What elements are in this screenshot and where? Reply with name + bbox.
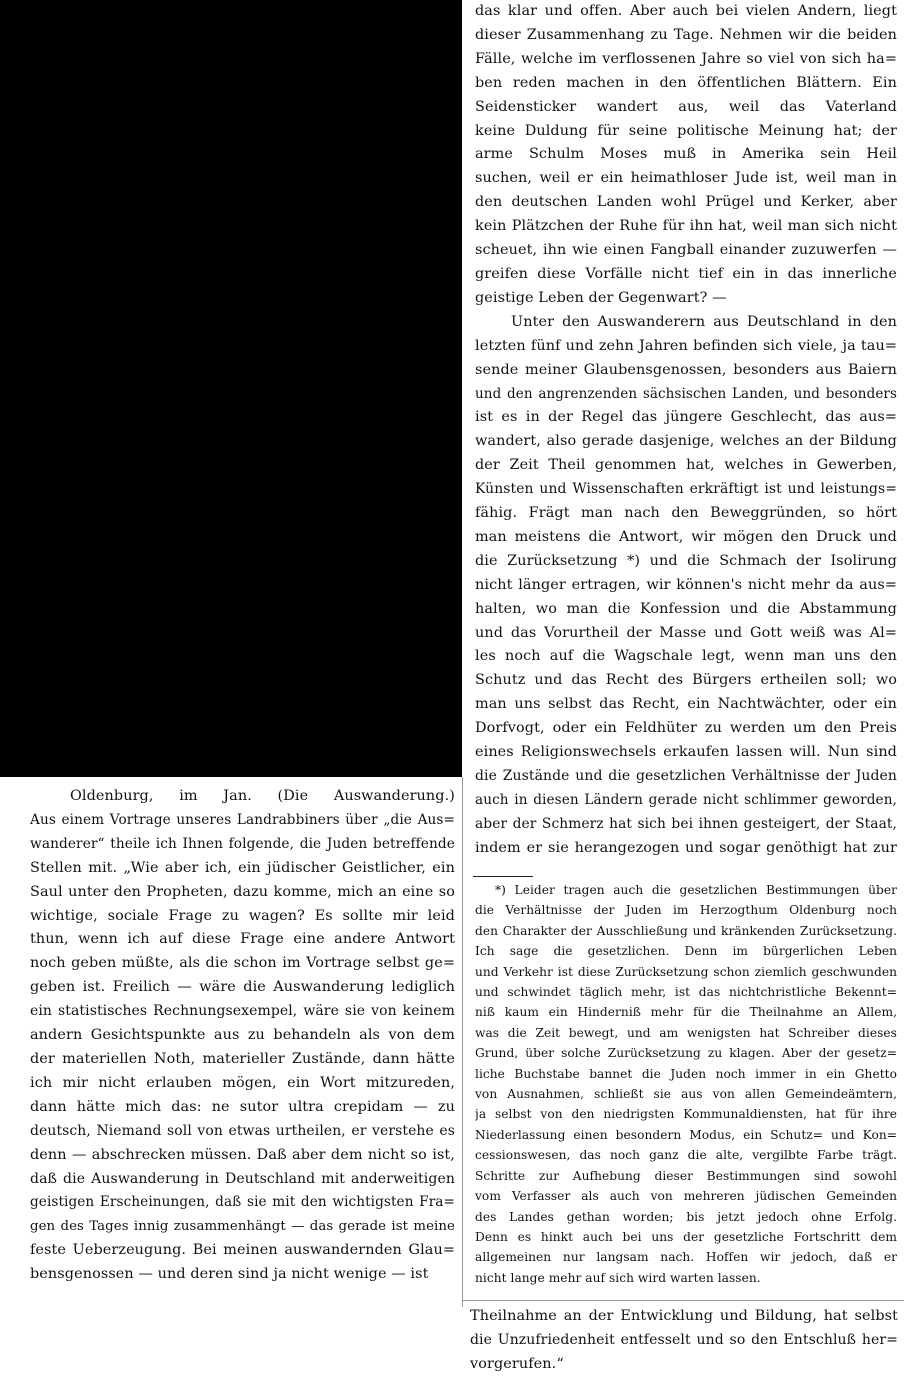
text-line: aber der Schmerz hat sich bei ihnen gesteigert, der Staat, <box>475 815 897 832</box>
text-line: ben reden machen in den öffentlichen Blättern. Ein <box>475 74 897 91</box>
right-column-text <box>475 0 897 863</box>
text-line: und Verkehr ist diese Zurücksetzung schon ziemlich geschwunden <box>475 964 897 979</box>
text-line: nicht lange mehr auf sich wird warten lassen. <box>475 1270 761 1285</box>
footnote-rule <box>473 876 533 877</box>
text-line: allgemeinen nur langsam nach. Hoffen wir jedoch, daß er <box>475 1250 897 1265</box>
text-line: was die Zeit bewegt, und am wenigsten hat Schreiber dieses <box>475 1025 897 1040</box>
text-line: ja selbst von den niedrigsten Kommunaldiensten, hat für ihre <box>475 1107 897 1122</box>
text-line: Schutz und das Recht des Bürgers ertheilen soll; wo <box>475 672 897 689</box>
text-line: man meistens die Antwort, wir mögen den Druck und <box>475 528 897 545</box>
text-line: der Zeit Theil genommen hat, welches in Gewerben, <box>475 457 897 474</box>
text-line: Aus einem Vortrage unseres Landrabbiners über „die Aus= <box>30 811 455 828</box>
text-line: gen des Tages innig zusammenhängt — das gerade ist meine <box>30 1219 455 1235</box>
text-line: die Verhältnisse der Juden im Herzogthum Oldenburg noch <box>475 903 897 918</box>
text-line: keine Duldung für seine politische Meinung hat; der <box>475 122 897 139</box>
footnote-text <box>475 880 897 1298</box>
column-divider <box>462 777 463 1307</box>
text-line: und den angrenzenden sächsischen Landen, und besonders <box>475 385 897 402</box>
text-line: arme Schulm Moses muß in Amerika sein Heil <box>475 146 897 163</box>
text-line: feste Ueberzeugung. Bei meinen auswandernden Glau= <box>30 1242 455 1259</box>
text-line: niß kaum ein Hinderniß mehr für die Theilnahme an Allem, <box>475 1005 897 1020</box>
text-line: Oldenburg, im Jan. (Die Auswanderung.) <box>70 788 455 804</box>
text-line: Seidensticker wandert aus, weil das Vaterland <box>475 98 897 115</box>
text-line: den Charakter der Ausschließung und kränkenden Zurücksetzung. <box>475 923 897 938</box>
text-line: dann hätte mich das: ne sutor ultra crepidam — zu <box>30 1098 455 1115</box>
text-line: geistige Leben der Gegenwart? — <box>475 289 727 306</box>
text-line: die Unzufriedenheit entfesselt und so den Entschluß her= <box>470 1331 898 1348</box>
text-line: der materiellen Noth, materieller Zustände, dann hätte <box>30 1050 455 1067</box>
text-line: Denn es hinkt auch bei uns der gesetzliche Fortschritt dem <box>475 1229 897 1244</box>
redacted-region <box>0 0 462 777</box>
text-line: man uns selbst das Recht, ein Nachtwächter, oder ein <box>475 696 897 713</box>
text-line: geben ist. Freilich — wäre die Auswanderung lediglich <box>30 979 455 996</box>
text-line: vorgerufen.“ <box>470 1355 564 1372</box>
text-line: Saul unter den Propheten, dazu komme, mich an eine so <box>30 883 455 900</box>
text-line: bensgenossen — und deren sind ja nicht wenige — ist <box>30 1266 429 1283</box>
text-line: kein Plätzchen der Ruhe für ihn hat, weil man sich nicht <box>475 218 897 235</box>
text-line: daß die Auswanderung in Deutschland mit anderweitigen <box>30 1170 455 1187</box>
footnote-bottom-divider <box>462 1300 904 1301</box>
text-line: Ich sage die gesetzlichen. Denn im bürgerlichen Leben <box>475 944 897 959</box>
text-line: und schwindet täglich mehr, ist das nichtchristliche Bekennt= <box>475 985 897 1000</box>
text-line: den deutschen Landen wohl Prügel und Kerker, aber <box>475 194 897 211</box>
text-line: wichtige, sociale Frage zu wagen? Es sollte mir leid <box>30 907 455 924</box>
text-line: Theilnahme an der Entwicklung und Bildung, hat selbst <box>470 1308 898 1324</box>
text-line: Schritte zur Aufhebung dieser Bestimmungen sind sowohl <box>475 1168 897 1183</box>
text-line: denn — abschrecken müssen. Daß aber dem nicht so ist, <box>30 1146 455 1163</box>
text-line: thun, wenn ich auf diese Frage eine andere Antwort <box>30 931 455 948</box>
text-line: ist es in der Regel das jüngere Geschlecht, das aus= <box>475 409 897 426</box>
text-line: letzten fünf und zehn Jahren befinden sich viele, ja tau= <box>475 337 897 354</box>
text-line: Unter den Auswanderern aus Deutschland in den <box>511 313 897 330</box>
text-line: das klar und offen. Aber auch bei vielen Andern, liegt <box>475 3 897 19</box>
text-line: und das Vorurtheil der Masse und Gott weiß was Al= <box>475 624 897 641</box>
text-line: von Ausnahmen, schließt sie aus von allen Gemeindeämtern, <box>475 1087 897 1102</box>
text-line: Dorfvogt, oder ein Feldhüter zu werden um den Preis <box>475 720 897 737</box>
text-line: liche Buchstabe bannet die Juden noch immer in ein Ghetto <box>475 1066 897 1081</box>
text-line: des Landes gethan worden; bis jetzt jedoch ohne Erfolg. <box>475 1209 897 1224</box>
text-line: eines Religionswechsels erkaufen lassen will. Nun sind <box>475 744 897 761</box>
text-line: fähig. Frägt man nach den Beweggründen, so hört <box>475 505 897 522</box>
left-column-text <box>30 785 455 1315</box>
text-line: deutsch, Niemand soll von etwas urtheilen, er verstehe es <box>30 1122 455 1139</box>
text-line: nicht länger ertragen, wir können's nicht mehr da aus= <box>475 576 897 593</box>
text-line: Stellen mit. „Wie aber ich, ein jüdischer Geistlicher, ein <box>30 859 455 876</box>
text-line: andern Gesichtspunkte aus zu behandeln als von dem <box>30 1027 455 1044</box>
text-line: dieser Zusammenhang zu Tage. Nehmen wir die beiden <box>475 26 897 43</box>
text-line: die Zustände und die gesetzlichen Verhältnisse der Juden <box>475 768 897 784</box>
text-line: noch geben müßte, als die schon im Vortrage selbst ge= <box>30 955 455 972</box>
text-line: scheuet, ihn wie einen Fangball einander zuzuwerfen — <box>475 242 897 259</box>
text-line: Fälle, welche im verflossenen Jahre so viel von sich ha= <box>475 50 897 67</box>
text-line: ein statistisches Rechnungsexempel, wäre sie von keinem <box>30 1003 455 1020</box>
text-line: Niederlassung einen besondern Modus, ein Schutz= und Kon= <box>475 1127 897 1142</box>
text-line: indem er sie herangezogen und sogar genöthigt hat zur <box>475 839 897 856</box>
text-line: halten, wo man die Konfession und die Abstammung <box>475 600 897 617</box>
text-line: greifen diese Vorfälle nicht tief ein in das innerliche <box>475 265 897 282</box>
text-line: suchen, weil er ein heimathloser Jude ist, weil man in <box>475 170 897 187</box>
text-line: cessionswesen, das noch ganz die alte, vergilbte Farbe trägt. <box>475 1148 897 1163</box>
text-line: *) Leider tragen auch die gesetzlichen Bestimmungen über <box>495 883 897 897</box>
text-line: sende meiner Glaubensgenossen, besonders aus Baiern <box>475 361 897 378</box>
text-line: geistigen Erscheinungen, daß sie mit den wichtigsten Fra= <box>30 1194 455 1211</box>
text-line: Künsten und Wissenschaften erkräftigt ist und leistungs= <box>475 481 897 498</box>
right-column-continuation <box>470 1305 898 1385</box>
text-line: wandert, also gerade dasjenige, welches an der Bildung <box>475 433 897 450</box>
text-line: wanderer“ theile ich Ihnen folgende, die Juden betreffende <box>30 835 455 852</box>
text-line: ich mir nicht erlauben mögen, ein Wort mitzureden, <box>30 1074 455 1091</box>
text-line: die Zurücksetzung *) und die Schmach der Isolirung <box>475 552 897 569</box>
text-line: Grund, über solche Zurücksetzung zu klagen. Aber der gesetz= <box>475 1046 897 1061</box>
text-line: les noch auf die Wagschale legt, wenn man uns den <box>475 648 897 665</box>
text-line: vom Verfasser als auch von mehreren jüdischen Gemeinden <box>475 1189 897 1204</box>
text-line: auch in diesen Ländern gerade nicht schlimmer geworden, <box>475 791 897 808</box>
